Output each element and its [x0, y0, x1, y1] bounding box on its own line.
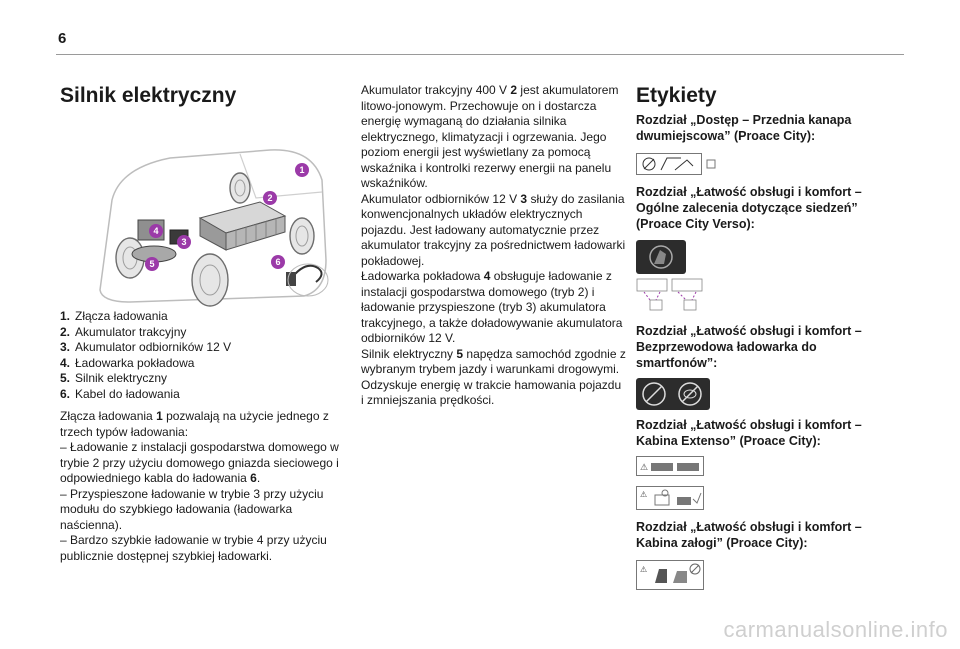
heading-seat-advice: Rozdział „Łatwość obsługi i komfort – Ogólne zalecenia dotyczące siedzeń” (Proace City Verso):	[636, 185, 862, 231]
legend-item: 4. Ładowarka pokładowa	[60, 355, 195, 370]
svg-text:⚠: ⚠	[640, 490, 648, 499]
callout-2: 2	[267, 193, 273, 203]
seat-figure-label-icon	[636, 240, 686, 274]
callout-1: 1	[299, 165, 305, 175]
front-bench-labels	[636, 153, 716, 175]
legend-item: 2. Akumulator trakcyjny	[60, 324, 187, 339]
legend-item: 1. Złącza ładowania	[60, 309, 168, 323]
extenso-warning-icon	[636, 486, 704, 510]
electric-drivetrain-illustration	[90, 140, 330, 310]
watermark: carmanualsonline.info	[723, 617, 948, 642]
heading-extenso-cabin: Rozdział „Łatwość obsługi i komfort – Kabina Extenso” (Proace City):	[636, 418, 862, 448]
section-title: Silnik elektryczny	[60, 84, 237, 107]
extenso-label-icon	[636, 456, 704, 476]
heading-front-bench: Rozdział „Dostęp – Przednia kanapa dwumiejscowa” (Proace City):	[636, 113, 852, 143]
charging-paragraph: Złącza ładowania 1 pozwalają na użycie jednego z trzech typów ładowania: – Ładowanie z instalacji gospodarstwa domowego w trybie 2 przy użyciu domowego gniazda sieciowego i odpowiedniego kabla do ładowania 6. – Przyspieszone ładowanie w trybie 3 przy użyciu modułu do szybkiego ładowania (ładowarka naścienna). – Bardzo szybkie ładowanie w trybie 4 przy użyciu publicznie dostępnej szybkiej ładowarki.	[60, 409, 339, 563]
seat-warning-label-icon	[636, 278, 704, 312]
battery-motor-paragraph: Akumulator trakcyjny 400 V 2 jest akumulatorem litowo-jonowym. Przechowuje on i dostarcza energię wymaganą do działania silnika elektrycznego, klimatyzacji i ogrzewania. Jego poziom energii jest wyświetlany za pomocą wskaźnika i kontrolki rezerwy energii na panelu wskaźników. Akumulator odbiorników 12 V 3 służy do zasilania konwencjonalnych układów elektrycznych pojazdu. Jest ładowany automatycznie przez akumulator trakcyjny za pośrednictwem ładowarki pokładowej. Ładowarka pokładowa 4 obsługuje ładowanie z instalacji gospodarstwa domowego (tryb 2) i ładowanie przyspieszone (tryb 3) akumulatora trakcyjnego, a także doładowywanie akumulatora odbiorników 12 V. Silnik elektryczny 5 napędza samochód zgodnie z wybranym trybem jazdy i warunkami drogowymi. Odzyskuje energię w trakcie hamowania pojazdu i zmniejszania prędkości.	[361, 83, 626, 407]
crew-cabin-label-icon	[636, 560, 704, 590]
small-square-icon	[706, 159, 716, 169]
heading-wireless-charger: Rozdział „Łatwość obsługi i komfort – Bezprzewodowa ładowarka do smartfonów”:	[636, 324, 862, 370]
legend-item: 3. Akumulator odbiorników 12 V	[60, 340, 232, 354]
extenso-labels-top	[636, 456, 704, 476]
component-legend	[60, 309, 231, 402]
heading-crew-cabin: Rozdział „Łatwość obsługi i komfort – Kabina załogi” (Proace City):	[636, 520, 862, 550]
legend-item: 6. Kabel do ładowania	[60, 386, 180, 401]
legend-item: 5. Silnik elektryczny	[60, 371, 168, 385]
callout-5: 5	[149, 259, 155, 269]
callout-4: 4	[153, 226, 159, 236]
header-divider	[56, 54, 904, 55]
extenso-labels-bottom	[636, 486, 704, 510]
crew-cabin-labels	[636, 560, 704, 590]
seat-label-icon	[636, 153, 702, 175]
callout-6: 6	[275, 257, 281, 267]
svg-text:⚠: ⚠	[640, 462, 649, 472]
labels-title: Etykiety	[636, 84, 717, 107]
wireless-charger-labels	[636, 378, 710, 410]
seat-advice-label-top	[636, 240, 686, 274]
seat-advice-label-bottom	[636, 278, 704, 312]
page-number: 6	[58, 30, 67, 47]
no-phone-icon	[636, 378, 710, 410]
svg-text:⚠: ⚠	[640, 565, 648, 574]
callout-3: 3	[181, 237, 187, 247]
